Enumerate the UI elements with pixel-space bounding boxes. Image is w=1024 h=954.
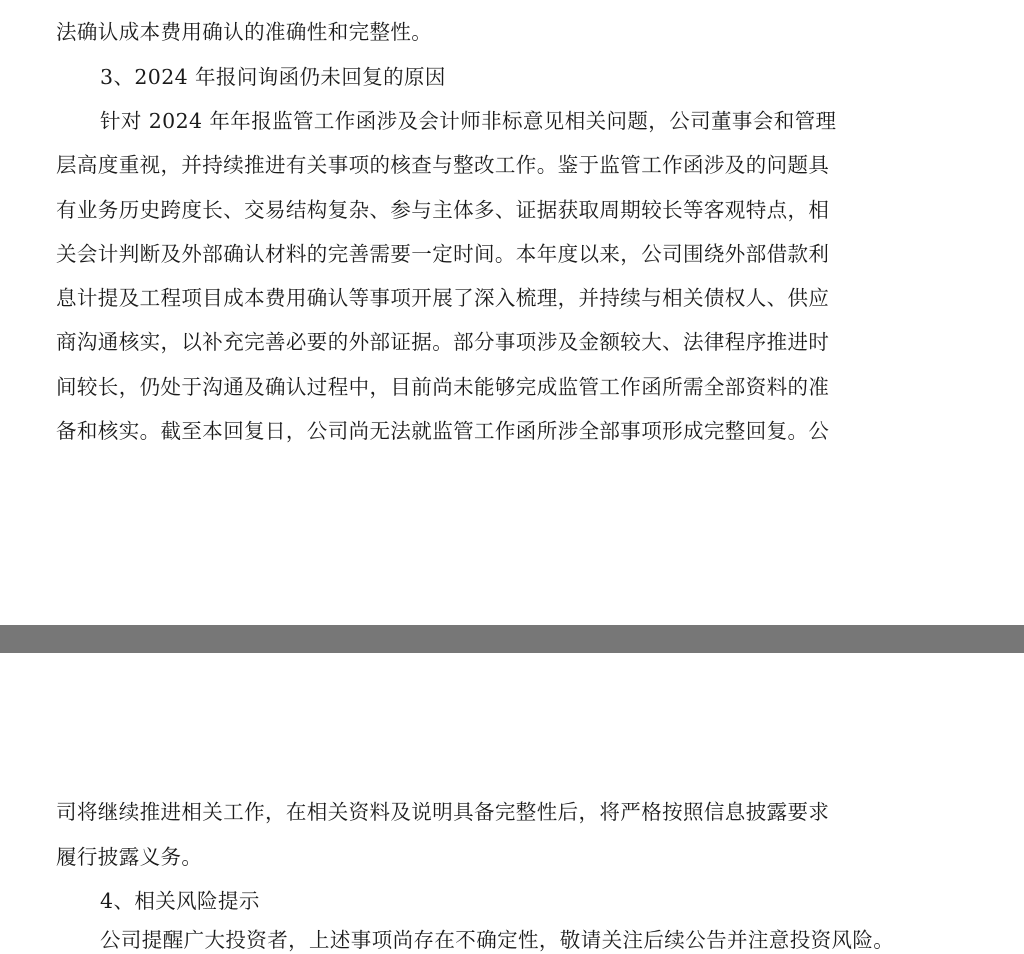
paragraph-line: 备和核实。截至本回复日，公司尚无法就监管工作函所涉全部事项形成完整回复。公 [56, 419, 830, 443]
paragraph-line: 息计提及工程项目成本费用确认等事项开展了深入梳理，并持续与相关债权人、供应 [56, 286, 830, 310]
paragraph-line: 司将继续推进相关工作，在相关资料及说明具备完整性后，将严格按照信息披露要求 [56, 800, 830, 824]
section-heading: 3、2024 年报问询函仍未回复的原因 [100, 65, 446, 89]
paragraph-line: 关会计判断及外部确认材料的完善需要一定时间。本年度以来，公司围绕外部借款利 [56, 242, 830, 266]
paragraph-line-partial: 公司提醒广大投资者，上述事项尚存在不确定性，敬请关注后续公告并注意投资风险。 [100, 928, 895, 952]
paragraph-line: 层高度重视，并持续推进有关事项的核查与整改工作。鉴于监管工作函涉及的问题具 [56, 153, 830, 177]
paragraph-line: 履行披露义务。 [56, 845, 203, 869]
paragraph-line: 商沟通核实，以补充完善必要的外部证据。部分事项涉及金额较大、法律程序推进时 [56, 330, 830, 354]
paragraph-line: 有业务历史跨度长、交易结构复杂、参与主体多、证据获取周期较长等客观特点，相 [56, 198, 830, 222]
page-separator [0, 625, 1024, 653]
paragraph-line: 针对 2024 年年报监管工作函涉及会计师非标意见相关问题，公司董事会和管理 [100, 109, 837, 133]
cut-off-line [56, 922, 906, 952]
section-heading: 4、相关风险提示 [100, 889, 260, 913]
text-line: 法确认成本费用确认的准确性和完整性。 [56, 20, 433, 44]
paragraph-line: 间较长，仍处于沟通及确认过程中，目前尚未能够完成监管工作函所需全部资料的准 [56, 375, 830, 399]
